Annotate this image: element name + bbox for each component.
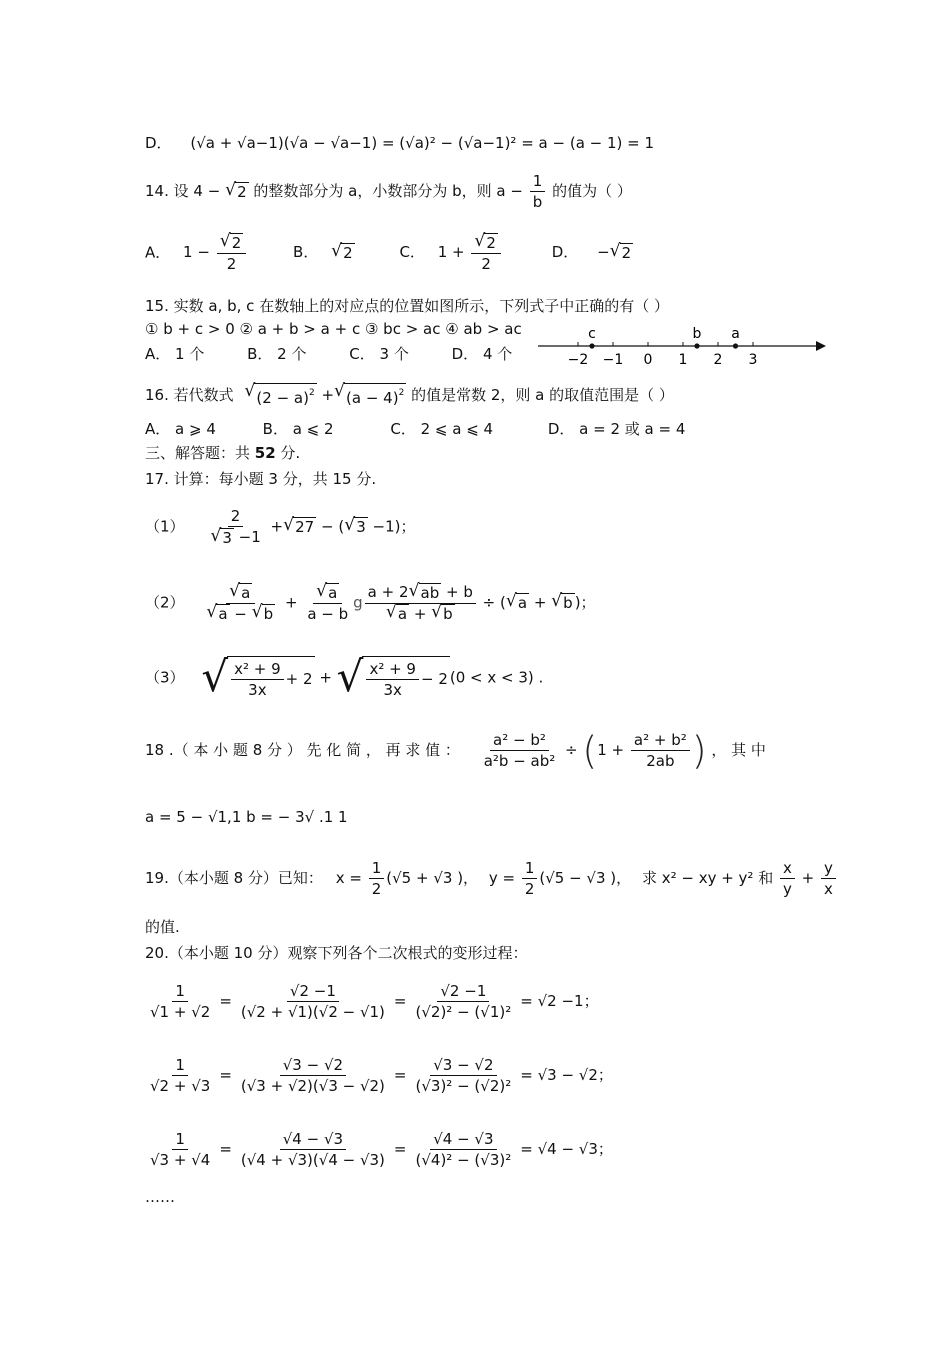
fraction: $\frac{√3 - √2}{(√3 + √2)(√3 - √2)}$ xyxy=(240,1056,385,1095)
number-line xyxy=(530,322,830,370)
fraction: $\frac{√4 - √3}{(√4 + √3)(√4 - √3)}$ xyxy=(240,1130,385,1169)
number-line-tick-label: 1 xyxy=(678,352,688,368)
fraction: $\frac{1}{b}$ xyxy=(530,171,546,212)
number-line-arrow xyxy=(816,341,826,351)
q17-part3: （3） √ $\frac{\text{x² + 9}}{3x}$ + 2 + √ $\frac{\text{x² + 9}}{3x}$ − 2 (0 < x < 3) . xyxy=(145,652,544,701)
sqrt: √ $(a - 4)^2$ xyxy=(334,381,405,407)
section3-title: 三、解答题：共 52 分. xyxy=(145,444,301,462)
number-line-point xyxy=(589,343,594,348)
fraction: $\frac{√2 -1}{\text{(√2)² − (√1)²}}$ xyxy=(415,982,512,1021)
q13-option-d: D． (√a + √a−1)(√a − √a−1) = (√a)² − (√a−1)² = a − (a − 1) = 1 xyxy=(145,134,655,152)
fraction: $\frac{√2 -1}{(√2 + √1)(√2 - √1)}$ xyxy=(240,982,385,1021)
sqrt: √ 2 xyxy=(225,179,247,201)
fraction: $\frac{y}{x}$ xyxy=(821,858,836,899)
q20-stem: 20.（本小题 10 分）观察下列各个二次根式的变形过程： xyxy=(145,944,528,962)
fraction: $\frac{√3 - √2}{\text{(√3)² − (√2)²}}$ xyxy=(415,1056,512,1095)
q15-stem: 15. 实数 a, b, c 在数轴上的对应点的位置如图所示，下列式子中正确的有（ ） xyxy=(145,297,669,315)
q14-stem: 14. 设 4 − √ 2 的整数部分为 a，小数部分为 b，则 a − $\frac{1}{b}$ 的值为（ ） xyxy=(145,172,632,211)
fraction: $\frac{√4 - √3}{\text{(√4)² − (√3)²}}$ xyxy=(415,1130,512,1169)
fraction: √ a √ a − √ b xyxy=(206,580,274,623)
fraction: √ a a − b xyxy=(307,580,349,623)
q14-options: A． 1 − √ 2 2 B． √ 2 C． 1 + √ 2 2 D． − √ 2 xyxy=(145,230,632,273)
fraction: $\frac{x}{y}$ xyxy=(780,858,795,899)
q19-stem: 19.（本小题 8 分）已知： x = $\frac{1}{2}$ (√5 + √3 )， y = $\frac{1}{2}$ (√5 − √3 )， 求 x² − xy + y² 和 $\frac{x}{y}$ + $\frac{y}{x}$ xyxy=(145,858,838,899)
number-line-point-label: a xyxy=(731,326,740,342)
fraction: $\frac{\text{a² + b²}}{2ab}$ xyxy=(631,730,690,771)
q15-options: A． 1 个 B． 2 个 C． 3 个 D． 4 个 xyxy=(145,345,513,363)
q19-tail: 的值. xyxy=(145,918,180,936)
fraction: 2 √ 3 −1 xyxy=(210,507,261,547)
left-paren: ( xyxy=(582,728,598,773)
number-line-point xyxy=(694,343,699,348)
fraction: $\frac{1}{√3 + √4}$ xyxy=(150,1130,211,1169)
q13-option-d-expr: (√a + √a−1)(√a − √a−1) = (√a)² − (√a−1)² = a − (a − 1) = 1 xyxy=(190,134,655,152)
q20-row: $\frac{1}{√1 + √2}$ = $\frac{√2 -1}{(√2 + √1)(√2 - √1)}$ = $\frac{√2 -1}{\text{(√2)² − (√1)²}}$ = √2 −1； xyxy=(145,981,599,1022)
q20-row: $\frac{1}{√2 + √3}$ = $\frac{√3 - √2}{(√3 + √2)(√3 - √2)}$ = $\frac{√3 - √2}{\text{(√3)² − (√2)²}}$ = √3 − √2； xyxy=(145,1055,613,1096)
number-line-point-label: b xyxy=(692,326,702,342)
fraction: $\frac{1}{√2 + √3}$ xyxy=(150,1056,211,1095)
number-line-tick-label: 2 xyxy=(713,352,723,368)
fraction: √ 2 2 xyxy=(217,232,247,274)
sqrt: √ 2 xyxy=(609,240,632,262)
number-line-point-label: c xyxy=(588,326,596,342)
q16-options: A． a ⩾ 4 B． a ⩽ 2 C． 2 ⩽ a ⩽ 4 D． a = 2 或 a = 4 xyxy=(145,420,686,438)
fraction: $\frac{1}{√1 + √2}$ xyxy=(150,982,211,1021)
q18-stem: 18 .（ 本 小 题 8 分 ） 先 化 简 ， 再 求 值 ： $\frac{\text{a² − b²}}{\text{a²b − ab²}}$ ÷ (1 + $\frac{\text{a² + b²}}{2ab}$ ) ， 其 中 xyxy=(145,728,766,773)
fraction: $\frac{1}{2}$ xyxy=(522,858,538,899)
number-line-point xyxy=(733,343,738,348)
sqrt: √ $\frac{\text{x² + 9}}{3x}$ + 2 xyxy=(201,652,313,701)
q15-items: ① b + c > 0 ② a + b > a + c ③ bc > ac ④ ab > ac xyxy=(145,320,522,338)
number-line-tick-label: 3 xyxy=(748,352,758,368)
q20-row: $\frac{1}{√3 + √4}$ = $\frac{√4 - √3}{(√4 + √3)(√4 - √3)}$ = $\frac{√4 - √3}{\text{(√4)² − (√3)²}}$ = √4 − √3； xyxy=(145,1129,613,1170)
fraction: $\frac{1}{2}$ xyxy=(369,858,385,899)
number-line-tick-label: −1 xyxy=(602,352,624,368)
q16-stem: 16. 若代数式 √ $(2 - a)^2$ + √ $(a - 4)^2$ 的值是常数 2，则 a 的取值范围是（ ） xyxy=(145,381,674,407)
sqrt: √ 27 xyxy=(283,514,315,536)
q17-stem: 17. 计算：每小题 3 分，共 15 分. xyxy=(145,470,377,488)
sqrt: √ $\frac{\text{x² + 9}}{3x}$ − 2 xyxy=(336,652,448,701)
sqrt: √ $(2 - a)^2$ xyxy=(244,381,315,407)
q17-part2: （2） √ a √ a − √ b + √ a a − b g a + 2 √ ab + b √ a + √ b ÷ ( √ a + √ b )； xyxy=(145,580,596,623)
q20-ellipsis: …… xyxy=(145,1188,175,1206)
fraction: $\frac{\text{a² − b²}}{\text{a²b − ab²}}$ xyxy=(483,731,556,770)
number-line-tick-label: −2 xyxy=(567,352,589,368)
right-paren: ) xyxy=(691,728,707,773)
sqrt: √ 3 xyxy=(344,514,366,536)
number-line-tick-label: 0 xyxy=(643,352,653,368)
q17-part1: （1） 2 √ 3 −1 + √ 27 − ( √ 3 −1)； xyxy=(145,507,416,547)
fraction: a + 2 √ ab + b √ a + √ b xyxy=(365,582,476,624)
sqrt: √ 2 xyxy=(331,240,353,262)
fraction: √ 2 2 xyxy=(471,232,501,274)
q18-values: a = 5 − √1,1 b = − 3√ .1 1 xyxy=(145,808,348,826)
